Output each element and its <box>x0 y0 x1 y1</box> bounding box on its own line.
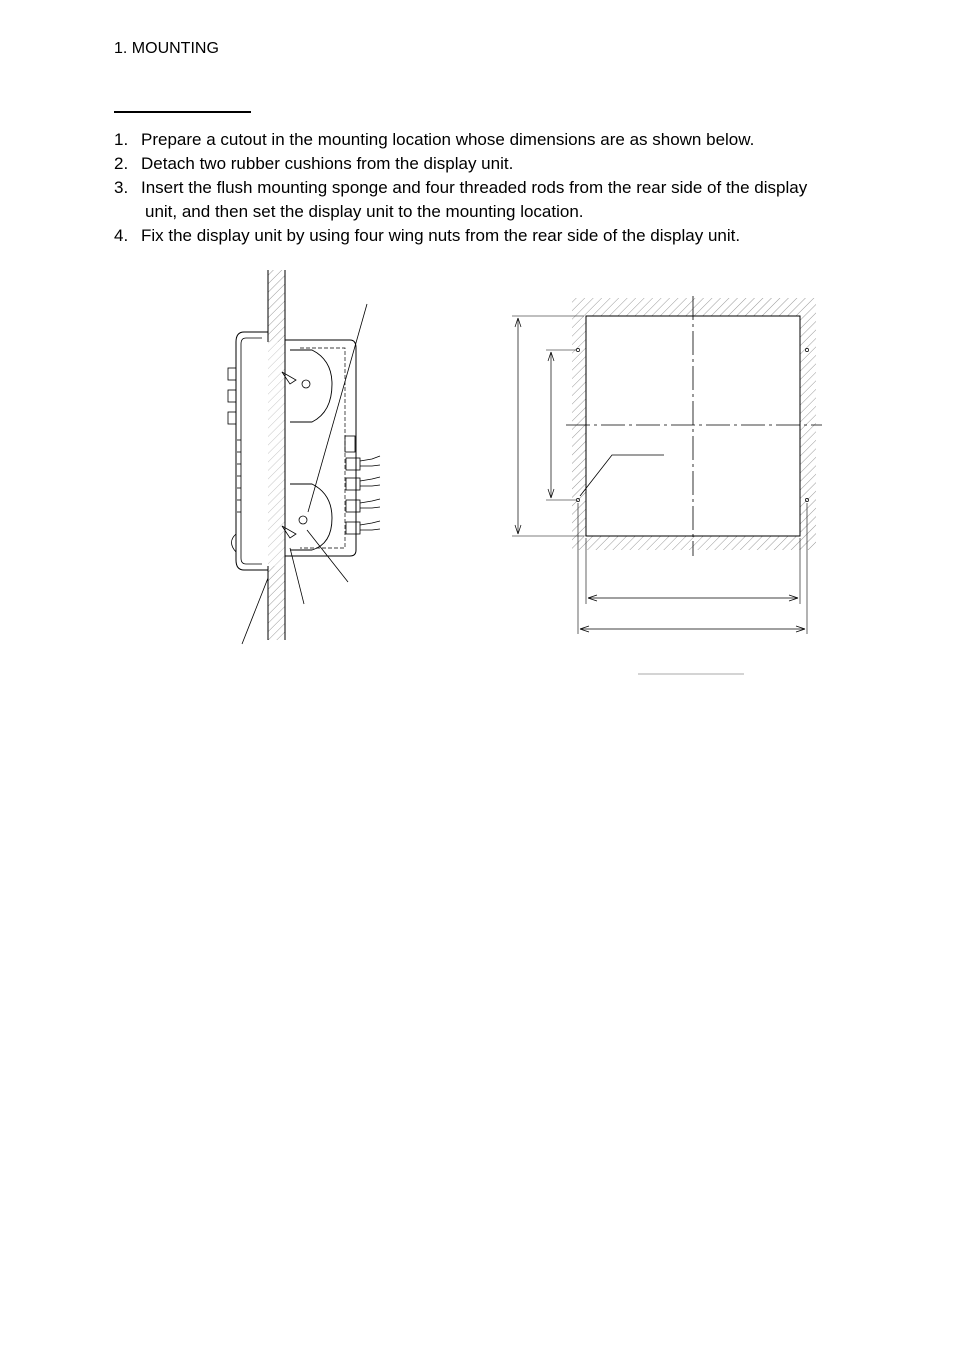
step-number: 1. <box>114 130 129 149</box>
step-number: 2. <box>114 154 129 173</box>
step-text: Fix the display unit by using four wing nuts from the rear side of the display unit. <box>141 226 741 245</box>
step-text: Insert the flush mounting sponge and four threaded rods from the rear side of the display <box>141 178 808 197</box>
side-view-drawing <box>228 270 380 644</box>
step-text-continued: unit, and then set the display unit to the mounting location. <box>145 202 584 221</box>
step-text: Prepare a cutout in the mounting location whose dimensions are as shown below. <box>141 130 755 149</box>
step-number: 4. <box>114 226 129 245</box>
step-number: 3. <box>114 178 129 197</box>
cutout-dimension-drawing <box>512 296 822 674</box>
step-text: Detach two rubber cushions from the display unit. <box>141 154 514 173</box>
section-header: 1. MOUNTING <box>114 40 219 57</box>
